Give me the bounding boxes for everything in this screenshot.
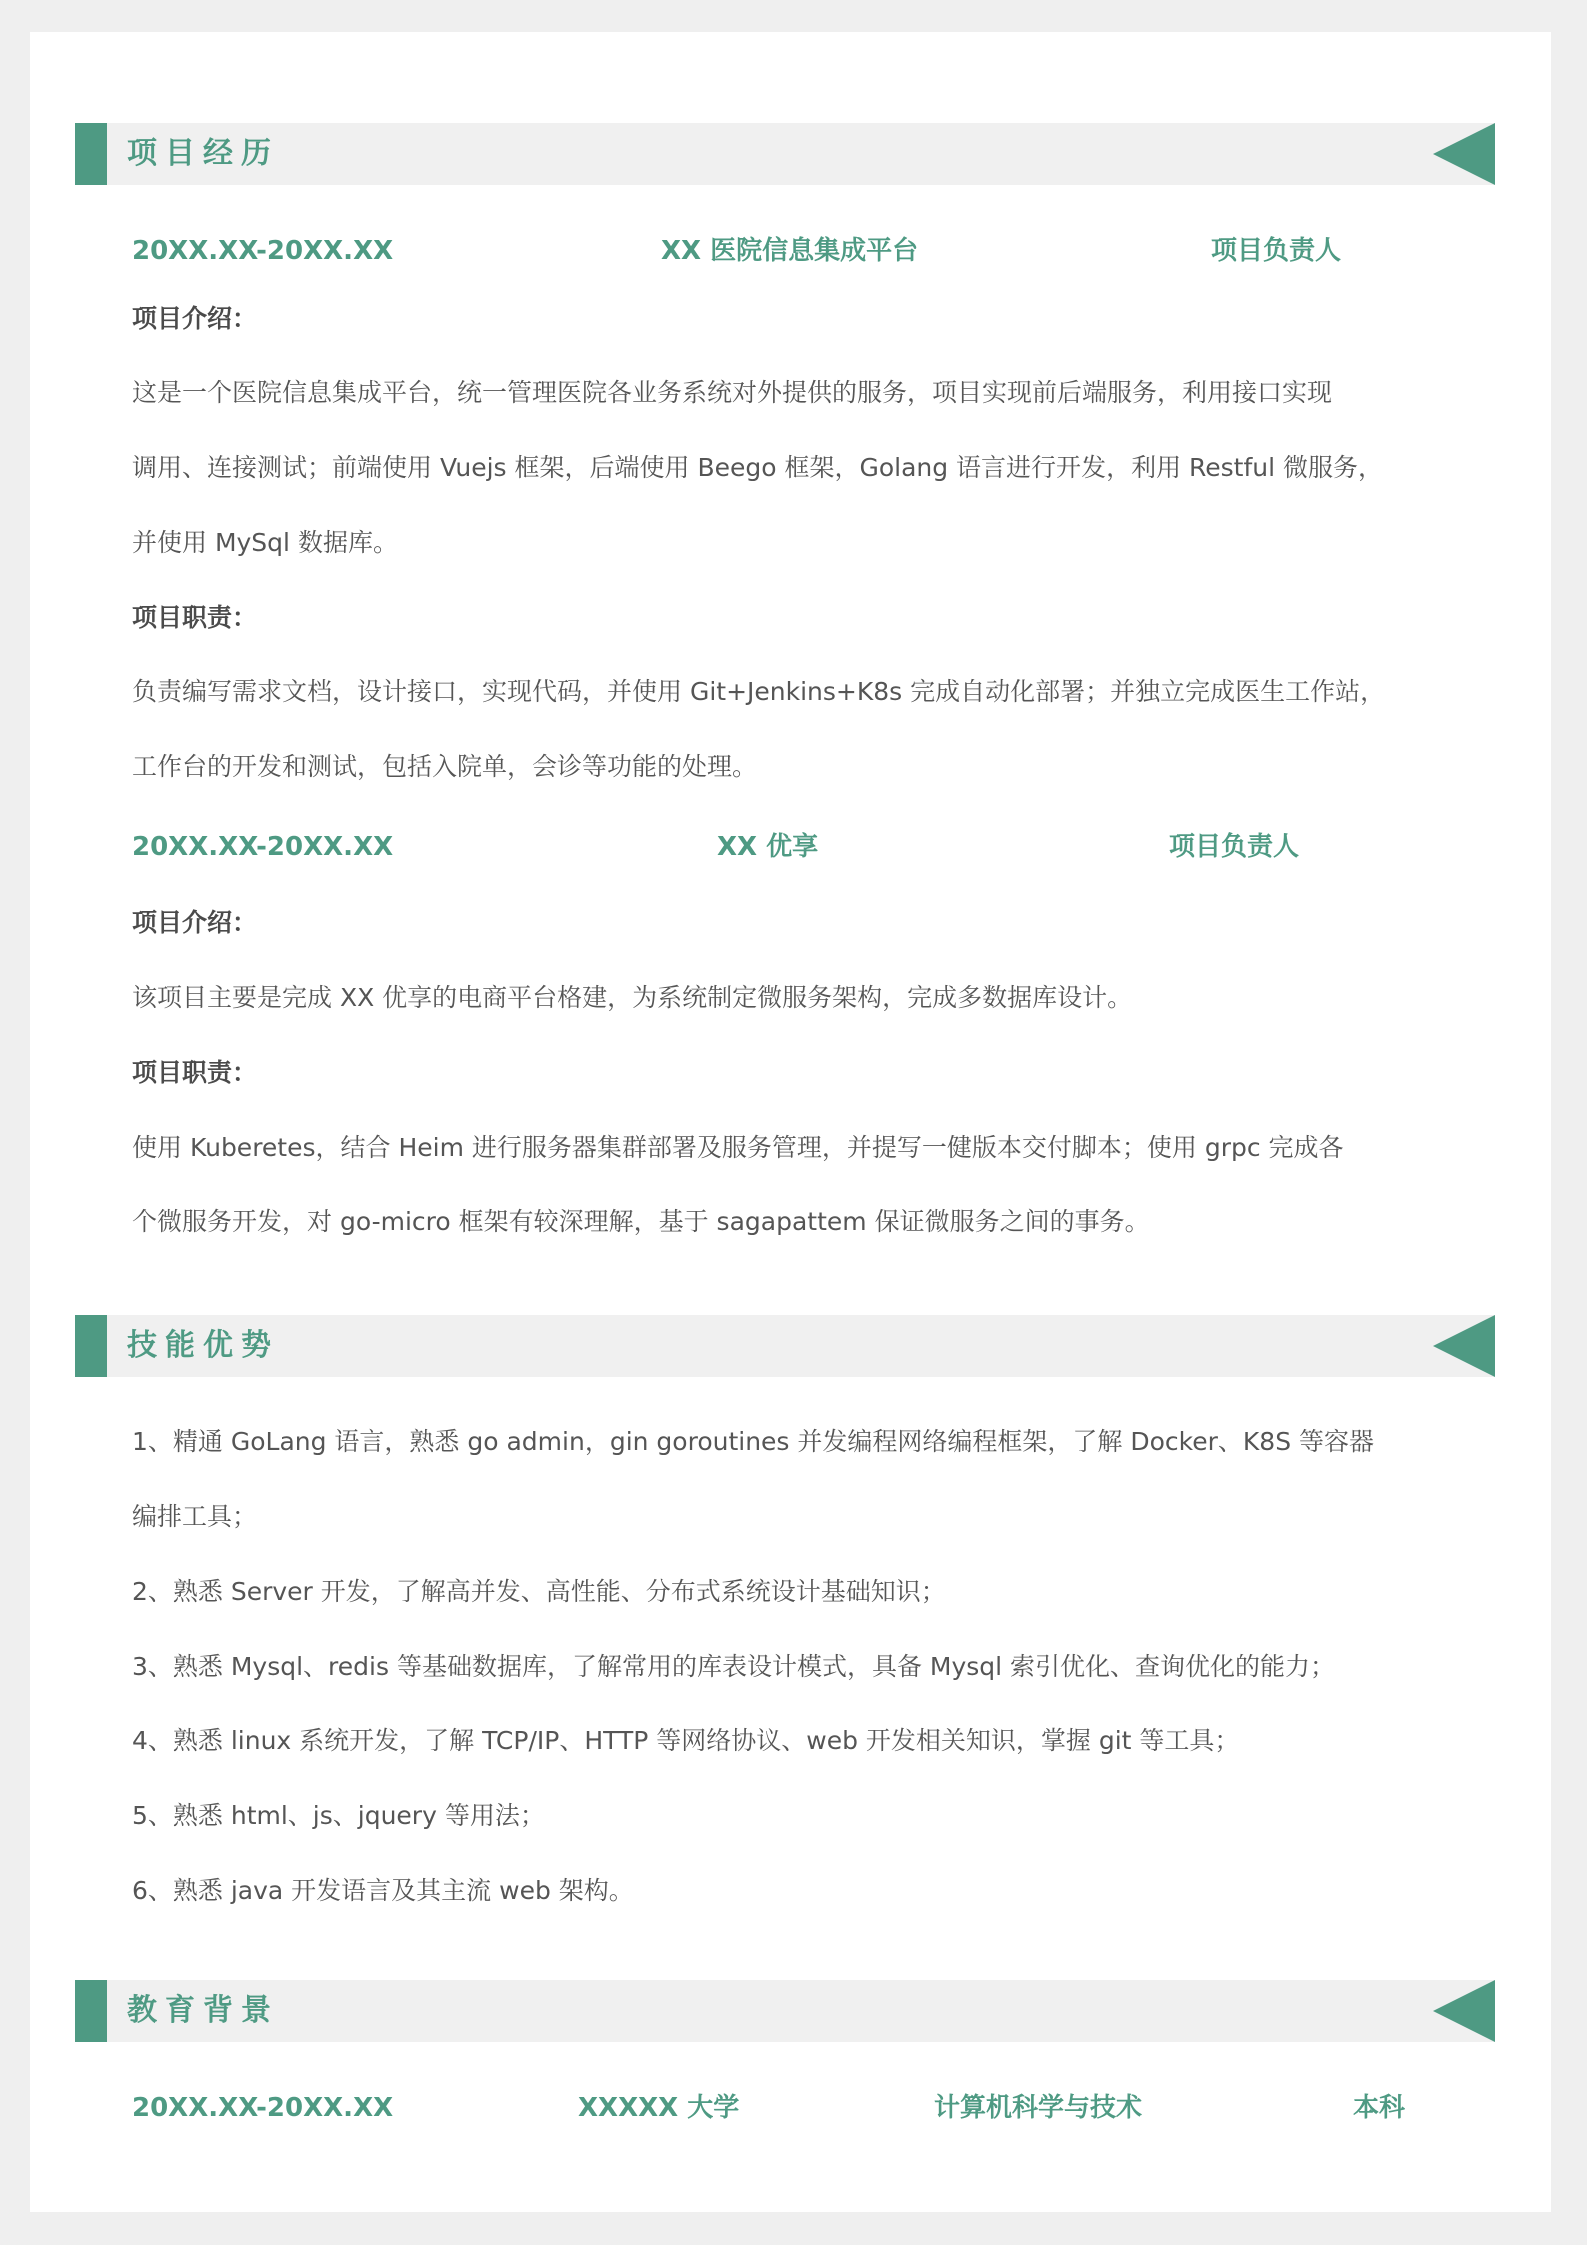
header-accent-bar [75, 1980, 107, 2042]
project-intro-line: 并使用 MySql 数据库。 [132, 528, 398, 557]
skill-line: 5、熟悉 html、js、jquery 等用法； [132, 1801, 545, 1830]
triangle-arrow-icon [1433, 1315, 1495, 1377]
triangle-arrow-icon [1433, 1980, 1495, 2042]
project-duty-label: 项目职责： [132, 1058, 258, 1087]
project-intro-line: 该项目主要是完成 XX 优享的电商平台格建，为系统制定微服务架构，完成多数据库设计。 [132, 983, 1133, 1012]
project-intro-line: 调用、连接测试；前端使用 Vuejs 框架，后端使用 Beego 框架，Golang 语言进行开发，利用 Restful 微服务， [132, 453, 1384, 482]
section-header-education [75, 1980, 1495, 2042]
skill-line: 3、熟悉 Mysql、redis 等基础数据库，了解常用的库表设计模式，具备 Mysql 索引优化、查询优化的能力； [132, 1652, 1336, 1681]
section-header-skills [75, 1315, 1495, 1377]
project-duty-line: 工作台的开发和测试，包括入院单，会诊等功能的处理。 [132, 752, 758, 781]
project-entry-header [0, 827, 1587, 867]
project-name: XX 优享 [717, 832, 819, 862]
project-intro-label: 项目介绍： [132, 908, 258, 937]
skill-line: 6、熟悉 java 开发语言及其主流 web 架构。 [132, 1876, 634, 1905]
section-title-skills: 技能优势 [127, 1328, 279, 1363]
project-duty-line: 使用 Kuberetes，结合 Heim 进行服务器集群部署及服务管理，并提写一健版本交付脚本；使用 grpc 完成各 [132, 1133, 1344, 1162]
header-accent-bar [75, 123, 107, 185]
skill-line: 2、熟悉 Server 开发，了解高并发、高性能、分布式系统设计基础知识； [132, 1577, 946, 1606]
project-date: 20XX.XX-20XX.XX [132, 236, 394, 266]
education-school: XXXXX 大学 [578, 2093, 740, 2123]
project-entry-header [0, 231, 1587, 271]
project-role: 项目负责人 [1211, 236, 1342, 266]
education-date: 20XX.XX-20XX.XX [132, 2093, 394, 2123]
education-degree: 本科 [1353, 2093, 1406, 2123]
section-title-education: 教育背景 [127, 1993, 279, 2028]
education-major: 计算机科学与技术 [934, 2093, 1143, 2123]
project-intro-line: 这是一个医院信息集成平台，统一管理医院各业务系统对外提供的服务，项目实现前后端服务，利用接口实现 [132, 378, 1333, 407]
skill-line: 4、熟悉 linux 系统开发，了解 TCP/IP、HTTP 等网络协议、web 开发相关知识，掌握 git 等工具； [132, 1726, 1240, 1755]
header-accent-bar [75, 1315, 107, 1377]
project-name: XX 医院信息集成平台 [661, 236, 919, 266]
triangle-arrow-icon [1433, 123, 1495, 185]
project-duty-line: 个微服务开发，对 go-micro 框架有较深理解，基于 sagapattem 保证微服务之间的事务。 [132, 1207, 1150, 1236]
skill-line: 1、精通 GoLang 语言，熟悉 go admin，gin goroutines 并发编程网络编程框架，了解 Docker、K8S 等容器 [132, 1427, 1375, 1456]
section-title-projects: 项目经历 [127, 136, 279, 171]
project-role: 项目负责人 [1169, 832, 1300, 862]
skill-line: 编排工具； [132, 1502, 258, 1531]
education-entry [0, 2088, 1587, 2128]
project-duty-label: 项目职责： [132, 603, 258, 632]
project-date: 20XX.XX-20XX.XX [132, 832, 394, 862]
section-header-projects [75, 123, 1495, 185]
project-duty-line: 负责编写需求文档，设计接口，实现代码，并使用 Git+Jenkins+K8s 完成自动化部署；并独立完成医生工作站， [132, 677, 1386, 706]
project-intro-label: 项目介绍： [132, 304, 258, 333]
